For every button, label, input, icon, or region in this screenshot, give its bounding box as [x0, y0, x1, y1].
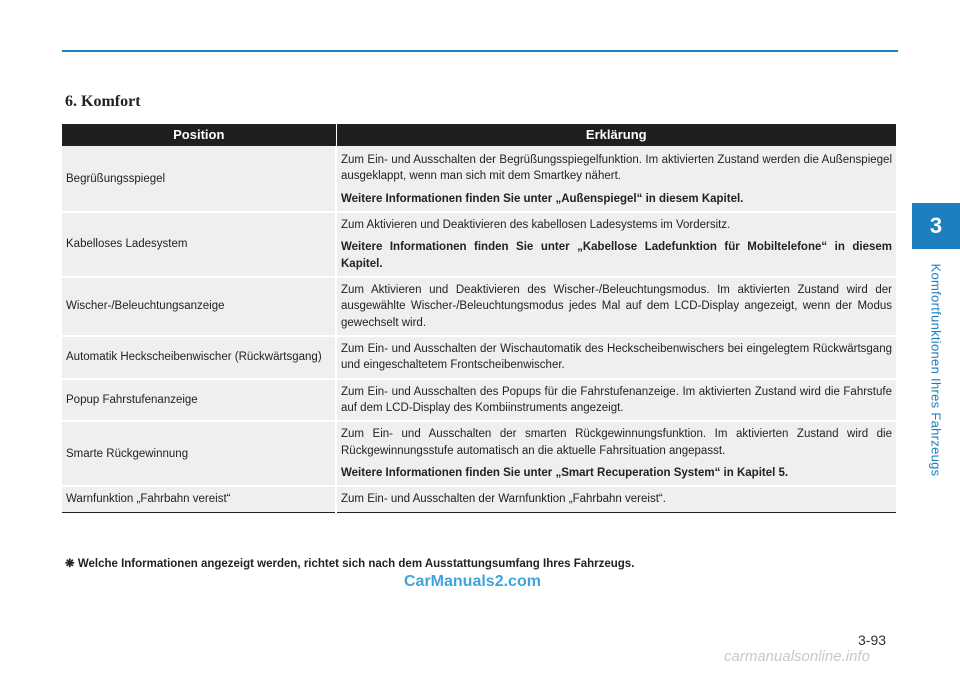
row-more-info: Weitere Informationen finden Sie unter „Smart Recuperation System“ in Kapitel 5. [341, 466, 789, 479]
row-description-text: Zum Ein- und Ausschalten der Begrüßungsspiegelfunktion. Im aktivierten Zustand werden die Außenspiegel ausgeklappt, wenn man sich mit dem Smartkey nähert. [341, 154, 892, 183]
chapter-tab: 3 [912, 203, 960, 249]
row-description: Zum Ein- und Ausschalten des Popups für die Fahrstufenanzeige. Im aktivierten Zustand wird die Fahrstufe auf dem LCD-Display des Kombiinstruments angezeigt. [336, 379, 896, 422]
page-number: 3-93 [858, 632, 887, 648]
table-row [62, 336, 896, 379]
row-position: Smarte Rückgewinnung [62, 421, 336, 486]
row-description: Zum Aktivieren und Deaktivieren des Wischer-/Beleuchtungsmodus. Im aktivierten Zustand wird der ausgewählte Wischer-/Beleuchtungsmodus jedes Mal auf dem LCD-Display angezeigt, wenn der Modus gewechselt wird. [336, 277, 896, 336]
top-rule [62, 50, 898, 52]
row-description-text: Zum Aktivieren und Deaktivieren des kabellosen Ladesystems im Vordersitz. [341, 218, 731, 231]
row-more-info: Weitere Informationen finden Sie unter „Kabellose Ladefunktion für Mobiltelefone“ in diesem Kapitel. [341, 241, 892, 270]
row-description: Zum Ein- und Ausschalten der Wischautomatik des Heckscheibenwischers bei eingelegtem Rückwärtsgang und eingeschaltetem Frontscheibenwischer. [336, 336, 896, 379]
row-description [336, 421, 896, 486]
row-position: Warnfunktion „Fahrbahn vereist“ [62, 486, 336, 512]
table-row [62, 486, 896, 512]
section-title: 6. Komfort [65, 93, 141, 110]
row-description [336, 212, 896, 277]
chapter-side-label: Komfortfunktionen Ihres Fahrzeugs [928, 263, 944, 477]
table-row [62, 212, 896, 277]
watermark-link[interactable]: CarManuals2.com [404, 573, 541, 590]
row-more-info: Weitere Informationen finden Sie unter „Außenspiegel“ in diesem Kapitel. [341, 192, 744, 205]
table-row [62, 379, 896, 422]
table-row [62, 421, 896, 486]
row-description [336, 146, 896, 212]
row-description: Zum Ein- und Ausschalten der Warnfunktion „Fahrbahn vereist“. [336, 486, 896, 512]
header-description: Erklärung [336, 124, 896, 146]
footer-watermark-link[interactable]: carmanualsonline.info [724, 648, 870, 665]
settings-table [62, 124, 896, 513]
row-position: Begrüßungsspiegel [62, 146, 336, 212]
row-position: Automatik Heckscheibenwischer (Rückwärtsgang) [62, 336, 336, 379]
row-position: Kabelloses Ladesystem [62, 212, 336, 277]
footnote: ❋ Welche Informationen angezeigt werden, richtet sich nach dem Ausstattungsumfang Ihres Fahrzeugs. [65, 558, 635, 570]
header-position: Position [173, 126, 225, 142]
table-row [62, 277, 896, 336]
row-position: Wischer-/Beleuchtungsanzeige [62, 277, 336, 336]
row-description-text: Zum Ein- und Ausschalten der smarten Rückgewinnungsfunktion. Im aktivierten Zustand wird die Rückgewinnungsstufe automatisch an die aktuelle Fahrsituation angepasst. [341, 428, 892, 457]
table-header-row [62, 124, 896, 146]
row-position: Popup Fahrstufenanzeige [62, 379, 336, 422]
table-row [62, 146, 896, 212]
